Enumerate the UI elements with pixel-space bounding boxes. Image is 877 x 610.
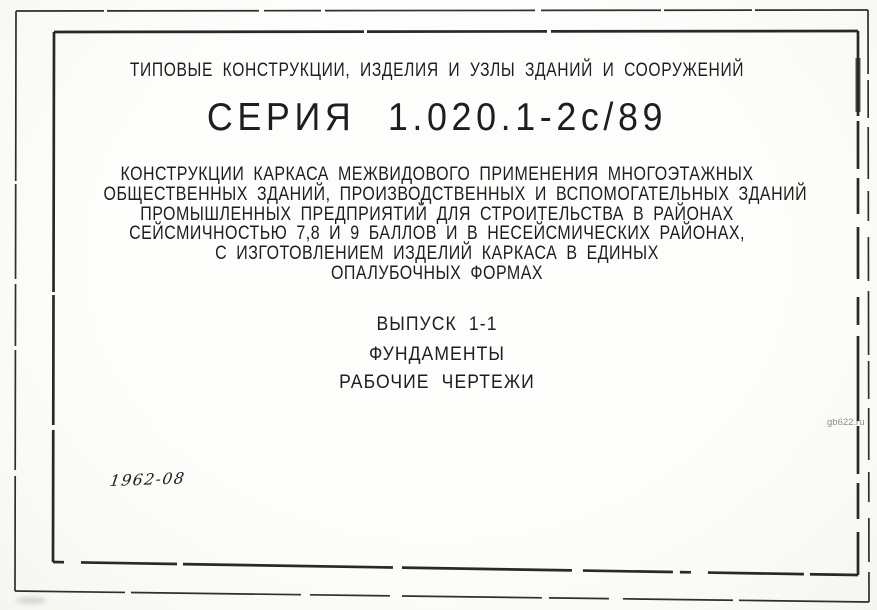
scan-artifact xyxy=(16,597,46,604)
handwritten-archive-code: 1962-08 xyxy=(108,469,187,490)
watermark: gb622.ru xyxy=(827,417,865,428)
description-line: КОНСТРУКЦИИ КАРКАСА МЕЖВИДОВОГО ПРИМЕНЕНИЯ МНОГОЭТАЖНЫХ xyxy=(120,164,754,185)
description-line: ОБЩЕСТВЕННЫХ ЗДАНИЙ, ПРОИЗВОДСТВЕННЫХ И ВСПОМОГАТЕЛЬНЫХ ЗДАНИЙ xyxy=(103,183,808,205)
description-line: С ИЗГОТОВЛЕНИЕМ ИЗДЕЛИЙ КАРКАСА В ЕДИНЫХ xyxy=(215,243,659,265)
document-type-line: РАБОЧИЕ ЧЕРТЕЖИ xyxy=(339,371,535,393)
description-line: СЕЙСМИЧНОСТЬЮ 7,8 И 9 БАЛЛОВ И В НЕСЕЙСМИЧЕСКИХ РАЙОНАХ, xyxy=(129,223,745,245)
document-category-header: ТИПОВЫЕ КОНСТРУКЦИИ, ИЗДЕЛИЯ И УЗЛЫ ЗДАНИЙ И СООРУЖЕНИЙ xyxy=(129,59,745,81)
description-line: ПРОМЫШЛЕННЫХ ПРЕДПРИЯТИЙ ДЛЯ СТРОИТЕЛЬСТВА В РАЙОНАХ xyxy=(140,203,734,225)
series-title: СЕРИЯ 1.020.1-2с/89 xyxy=(206,96,668,139)
subject-line: ФУНДАМЕНТЫ xyxy=(368,343,506,365)
issue-number-line: ВЫПУСК 1-1 xyxy=(376,313,498,335)
description-line: ОПАЛУБОЧНЫХ ФОРМАХ xyxy=(330,262,544,284)
description-paragraph xyxy=(103,164,808,284)
